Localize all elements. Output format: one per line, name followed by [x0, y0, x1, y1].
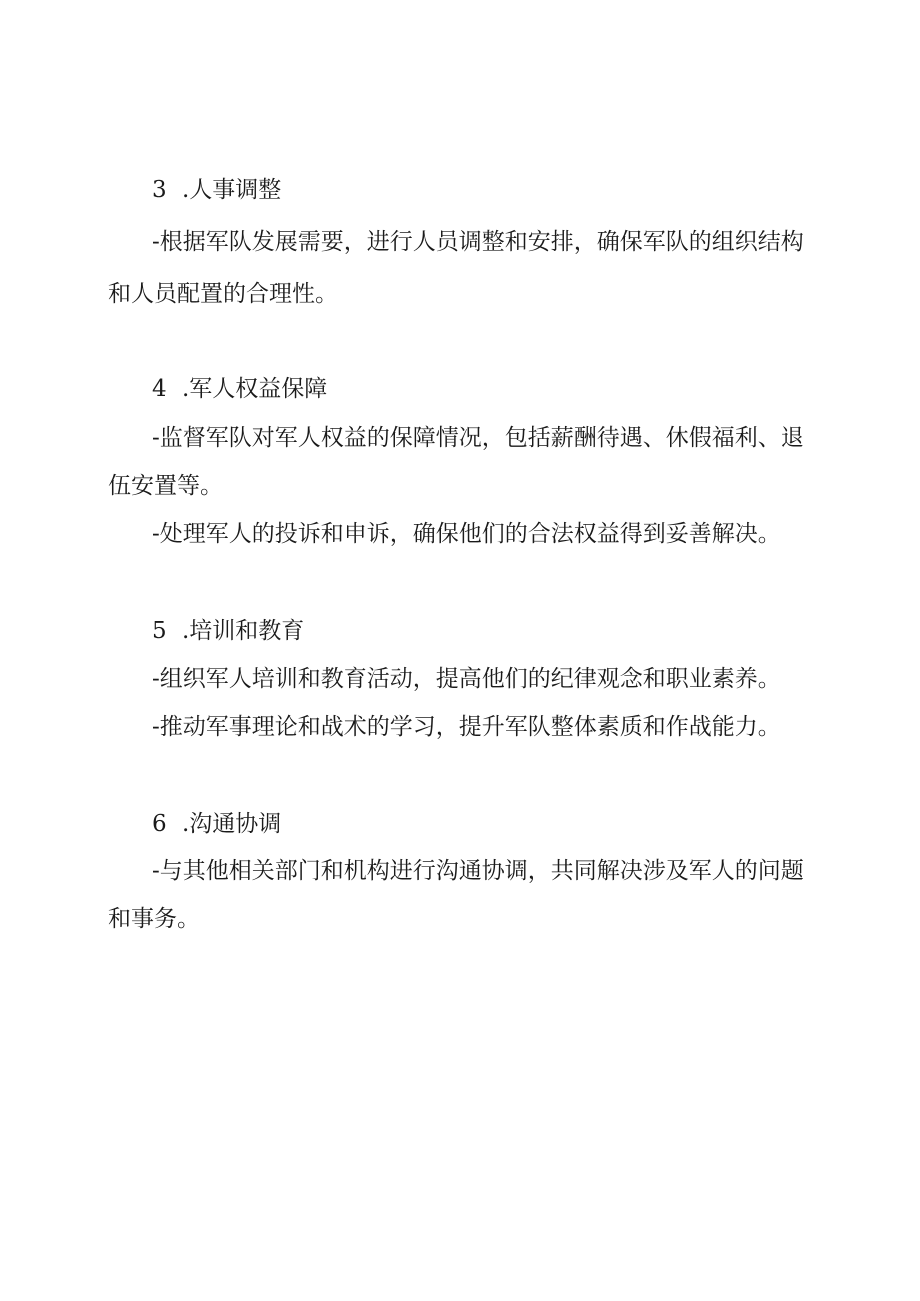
section-3-heading	[152, 176, 281, 204]
section-4-number: 4	[152, 376, 167, 402]
section-6-paragraph-1-line-1: -与其他相关部门和机构进行沟通协调，共同解决涉及军人的问题	[152, 858, 804, 884]
section-3-paragraph-1-line-2: 和人员配置的合理性。	[108, 281, 338, 307]
section-6-heading	[152, 810, 281, 838]
section-4-heading	[152, 375, 327, 403]
section-6-paragraph-1-line-2: 和事务。	[108, 906, 200, 932]
section-4-paragraph-2-line-1: -处理军人的投诉和申诉，确保他们的合法权益得到妥善解决。	[152, 521, 781, 547]
section-3-number: 3	[152, 177, 167, 203]
section-3-title: .人事调整	[182, 177, 282, 203]
section-4-paragraph-1-line-2: 伍安置等。	[108, 473, 223, 499]
section-5-number: 5	[152, 618, 167, 644]
section-4-paragraph-1-line-1: -监督军队对军人权益的保障情况，包括薪酬待遇、休假福利、退	[152, 425, 804, 451]
section-5-paragraph-2-line-1: -推动军事理论和战术的学习，提升军队整体素质和作战能力。	[152, 714, 781, 740]
section-5-title: .培训和教育	[182, 618, 305, 644]
section-3-paragraph-1-line-1: -根据军队发展需要，进行人员调整和安排，确保军队的组织结构	[152, 229, 804, 255]
section-6-number: 6	[152, 811, 167, 837]
section-5-heading	[152, 617, 304, 645]
section-6-title: .沟通协调	[182, 811, 282, 837]
section-5-paragraph-1-line-1: -组织军人培训和教育活动，提高他们的纪律观念和职业素养。	[152, 666, 781, 692]
section-4-title: .军人权益保障	[182, 376, 328, 402]
